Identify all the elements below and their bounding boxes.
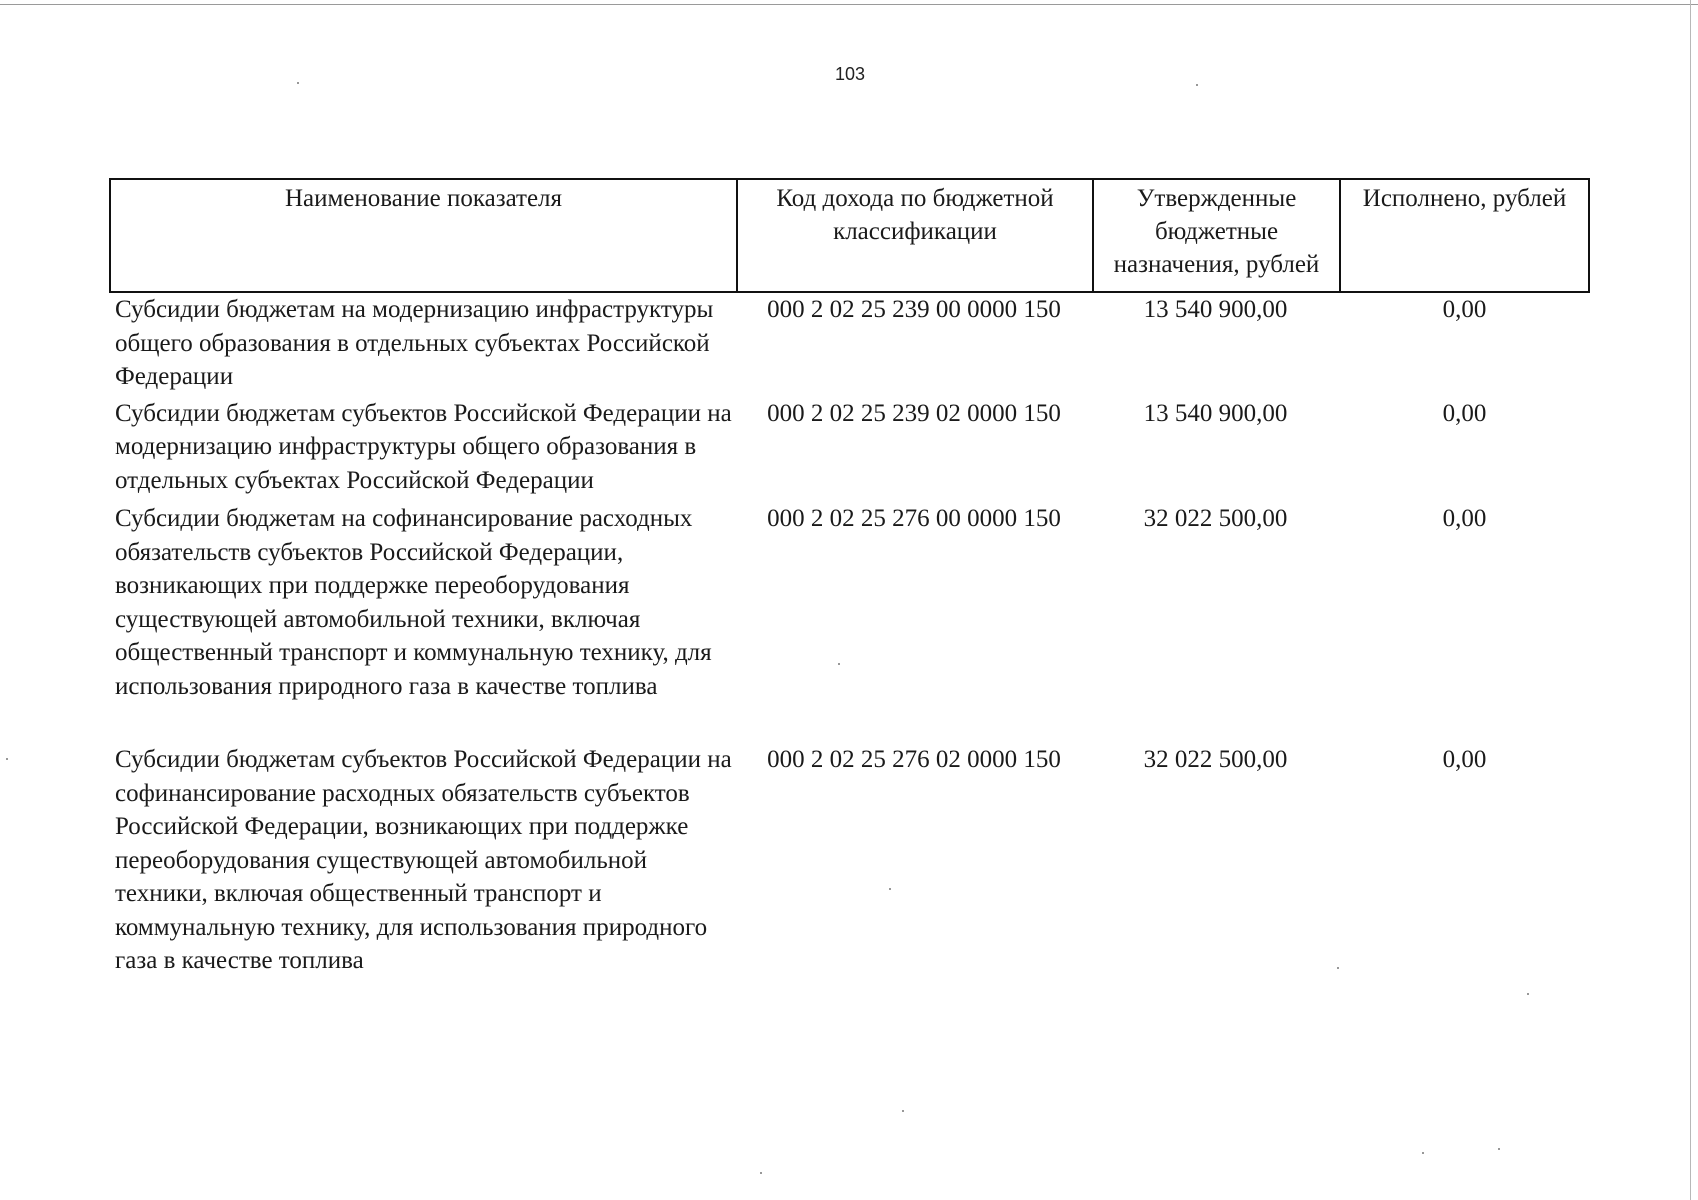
- scan-edge-right: [1690, 0, 1691, 1200]
- row-executed: 0,00: [1442, 505, 1487, 532]
- row-name: Субсидии бюджетам субъектов Российской Федерации на модернизацию инфраструктуры общего образования в отдельных субъектах Российской Федерации: [115, 399, 732, 494]
- header-code: Код дохода по бюджетной классификации: [738, 180, 1094, 291]
- row-approved: 13 540 900,00: [1143, 399, 1288, 427]
- scan-speck: [1196, 84, 1198, 86]
- scan-edge-top: [0, 4, 1698, 5]
- table-row: [109, 397, 1590, 498]
- table-row: [109, 502, 1590, 703]
- row-code: 000 2 02 25 276 02 0000 150: [767, 746, 1061, 773]
- scan-speck: [1527, 993, 1529, 995]
- scan-speck: [889, 888, 891, 890]
- row-executed: 0,00: [1442, 399, 1487, 427]
- scan-speck: [838, 663, 840, 665]
- header-approved: Утвержденные бюджетные назначения, рублей: [1094, 180, 1341, 291]
- header-executed: Исполнено, рублей: [1362, 185, 1567, 212]
- table-row: [109, 293, 1590, 394]
- header-name: Наименование показателя: [111, 180, 738, 291]
- scan-speck: [1498, 1148, 1500, 1150]
- row-approved: 32 022 500,00: [1143, 505, 1288, 532]
- scan-speck: [297, 82, 299, 84]
- row-name: Субсидии бюджетам на модернизацию инфраструктуры общего образования в отдельных субъектах Российской Федерации: [115, 296, 714, 390]
- page-number: 103: [834, 64, 866, 84]
- row-code: 000 2 02 25 276 00 0000 150: [767, 505, 1061, 532]
- row-executed: 0,00: [1442, 296, 1487, 323]
- row-code: 000 2 02 25 239 00 0000 150: [767, 296, 1061, 323]
- row-code: 000 2 02 25 239 02 0000 150: [767, 399, 1061, 427]
- scan-speck: [760, 1172, 762, 1174]
- row-approved: 32 022 500,00: [1143, 746, 1288, 773]
- scan-speck: [902, 1110, 904, 1112]
- scan-speck: [1337, 967, 1339, 969]
- table-row: [109, 743, 1590, 978]
- row-name: Субсидии бюджетам на софинансирование расходных обязательств субъектов Российской Федерации, возникающих при поддержке переоборудования существующей автомобильной техники, включая общественный транспорт и коммунальную технику, для использования природного газа в качестве топлива: [115, 505, 712, 700]
- row-name: Субсидии бюджетам субъектов Российской Федерации на софинансирование расходных обязательств субъектов Российской Федерации, возникающих при поддержке переоборудования существующей автомобильной техники, включая общественный транспорт и коммунальную технику, для использования природного газа в качестве топлива: [115, 746, 732, 974]
- table-body: [109, 293, 1590, 978]
- row-approved: 13 540 900,00: [1143, 296, 1288, 323]
- table-header: [109, 178, 1590, 293]
- scan-speck: [6, 758, 8, 760]
- scan-speck: [1422, 1152, 1424, 1154]
- row-executed: 0,00: [1442, 746, 1487, 773]
